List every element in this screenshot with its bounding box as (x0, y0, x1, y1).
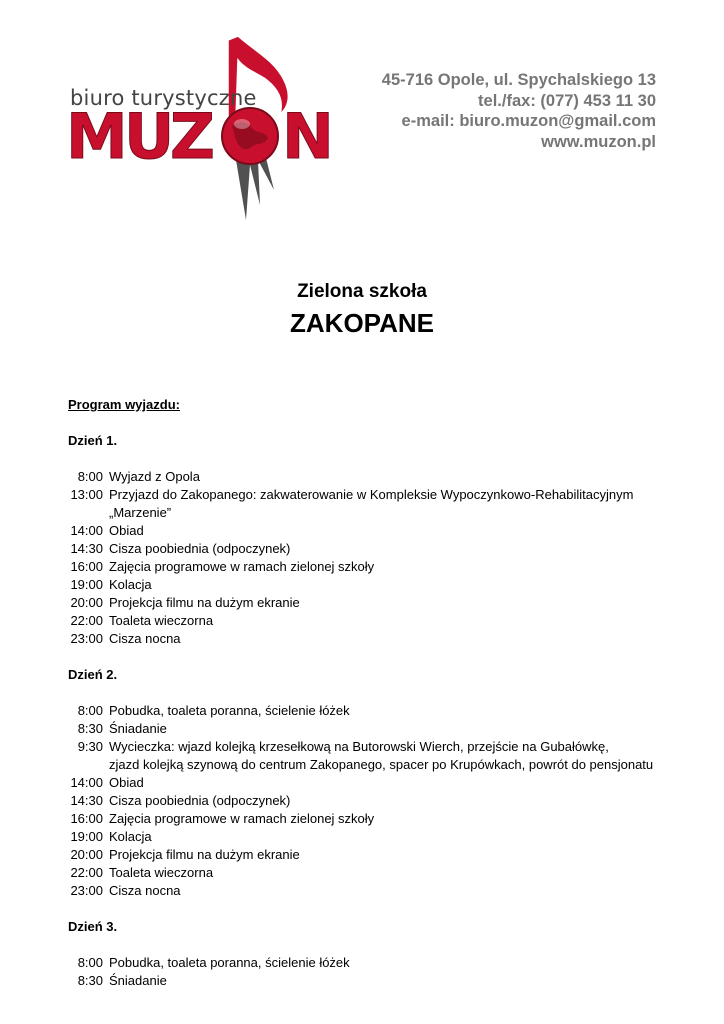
schedule-activity (109, 864, 688, 882)
schedule-activity-line: Cisza poobiednia (odpoczynek) (109, 793, 291, 808)
splash-decoration (236, 158, 274, 220)
schedule-time: 8:00 (77, 703, 103, 718)
schedule-activity-line: Cisza nocna (109, 883, 181, 898)
contact-address: 45-716 Opole, ul. Spychalskiego 13 (381, 71, 656, 89)
schedule-activity-line: Projekcja filmu na dużym ekranie (109, 847, 300, 862)
schedule-activity (109, 630, 688, 648)
schedule-activity (109, 522, 688, 540)
schedule-row (68, 486, 688, 522)
schedule-activity-line: Pobudka, toaleta poranna, ścielenie łóżek (109, 703, 350, 718)
schedule-row (68, 864, 688, 882)
program-body (68, 396, 688, 990)
schedule-row (68, 792, 688, 810)
schedule-activity (109, 486, 688, 522)
schedule-activity-line: Kolacja (109, 829, 152, 844)
schedule-time: 19:00 (70, 829, 103, 844)
schedule-time: 8:00 (77, 469, 103, 484)
schedule-activity-line: Wyjazd z Opola (109, 469, 200, 484)
schedule-time: 9:30 (77, 739, 103, 754)
schedule-activity-line: Przyjazd do Zakopanego: zakwaterowanie w Kompleksie Wypoczynkowo-Rehabilitacyjnym (109, 487, 634, 502)
schedule-time: 14:00 (70, 523, 103, 538)
schedule-activity-line: Śniadanie (109, 973, 167, 988)
schedule-time: 19:00 (70, 577, 103, 592)
logo-tagline: biuro turystyczne (70, 86, 257, 110)
schedule-time: 8:30 (77, 973, 103, 988)
schedule-activity (109, 972, 688, 990)
day-title: Dzień 1. (68, 433, 118, 448)
schedule-row (68, 468, 688, 486)
schedule-time: 22:00 (70, 613, 103, 628)
schedule-time: 20:00 (70, 595, 103, 610)
schedule-row (68, 702, 688, 720)
schedule-activity (109, 810, 688, 828)
schedule-activity (109, 954, 688, 972)
schedule-activity-line: zjazd kolejką szynową do centrum Zakopanego, spacer po Krupówkach, powrót do pensjonatu (109, 757, 654, 772)
schedule-row (68, 738, 688, 774)
schedule-activity (109, 828, 688, 846)
schedule-row (68, 810, 688, 828)
schedule-activity (109, 882, 688, 900)
schedule-activity-line: Obiad (109, 523, 144, 538)
document-title: ZAKOPANE (290, 308, 434, 338)
program-days (68, 432, 688, 990)
schedule-activity (109, 792, 688, 810)
day-title: Dzień 2. (68, 667, 118, 682)
company-logo (60, 30, 350, 230)
schedule-row (68, 558, 688, 576)
schedule-row (68, 576, 688, 594)
document-subtitle: Zielona szkoła (297, 281, 427, 302)
schedule-activity-line: Toaleta wieczorna (109, 865, 214, 880)
schedule-row (68, 612, 688, 630)
schedule-activity (109, 846, 688, 864)
schedule-time: 16:00 (70, 811, 103, 826)
schedule-time: 14:30 (70, 541, 103, 556)
schedule-time: 23:00 (70, 883, 103, 898)
schedule-activity-line: Śniadanie (109, 721, 167, 736)
svg-text:Z: Z (170, 100, 215, 173)
schedule-time: 20:00 (70, 847, 103, 862)
schedule-row (68, 828, 688, 846)
schedule-row (68, 972, 688, 990)
schedule-row (68, 630, 688, 648)
schedule-row (68, 846, 688, 864)
contact-block (382, 70, 656, 152)
schedule-activity (109, 468, 688, 486)
schedule-time: 23:00 (70, 631, 103, 646)
svg-text:M: M (66, 100, 128, 173)
schedule-activity-line: Pobudka, toaleta poranna, ścielenie łóżek (109, 955, 350, 970)
schedule-activity-line: Obiad (109, 775, 144, 790)
svg-text:U: U (124, 100, 175, 173)
schedule-activity-line: Wycieczka: wjazd kolejką krzesełkową na Butorowski Wierch, przejście na Gubałówkę, (109, 739, 609, 754)
schedule-row (68, 720, 688, 738)
schedule-row (68, 522, 688, 540)
schedule-activity (109, 738, 688, 774)
schedule-activity (109, 594, 688, 612)
schedule-row (68, 882, 688, 900)
contact-website[interactable]: www.muzon.pl (541, 132, 656, 151)
schedule-time: 13:00 (70, 487, 103, 502)
schedule-activity (109, 612, 688, 630)
schedule-time: 8:00 (77, 955, 103, 970)
schedule-time: 8:30 (77, 721, 103, 736)
schedule-row (68, 594, 688, 612)
schedule-row (68, 774, 688, 792)
schedule-activity (109, 702, 688, 720)
day-title: Dzień 3. (68, 919, 118, 934)
schedule-activity (109, 540, 688, 558)
program-heading: Program wyjazdu: (68, 397, 180, 412)
schedule-time: 14:30 (70, 793, 103, 808)
schedule-row (68, 954, 688, 972)
schedule-row (68, 540, 688, 558)
contact-phone: tel./fax: (077) 453 11 30 (478, 91, 656, 110)
logo-graphic (60, 30, 350, 230)
schedule-activity-line: Projekcja filmu na dużym ekranie (109, 595, 300, 610)
schedule-activity-line: Toaleta wieczorna (109, 613, 214, 628)
schedule-time: 22:00 (70, 865, 103, 880)
schedule-activity (109, 720, 688, 738)
schedule-time: 14:00 (70, 775, 103, 790)
schedule-activity-line: Zajęcia programowe w ramach zielonej szkoły (109, 811, 375, 826)
schedule-activity-line: Cisza nocna (109, 631, 181, 646)
schedule-activity-line: Zajęcia programowe w ramach zielonej szkoły (109, 559, 375, 574)
contact-email[interactable]: e-mail: biuro.muzon@gmail.com (401, 112, 656, 130)
schedule-time: 16:00 (70, 559, 103, 574)
schedule-activity-line: „Marzenie” (109, 505, 172, 520)
svg-text:N: N (282, 100, 334, 173)
schedule-activity (109, 576, 688, 594)
schedule-activity-line: Kolacja (109, 577, 152, 592)
schedule-activity (109, 558, 688, 576)
schedule-activity-line: Cisza poobiednia (odpoczynek) (109, 541, 291, 556)
schedule-activity (109, 774, 688, 792)
